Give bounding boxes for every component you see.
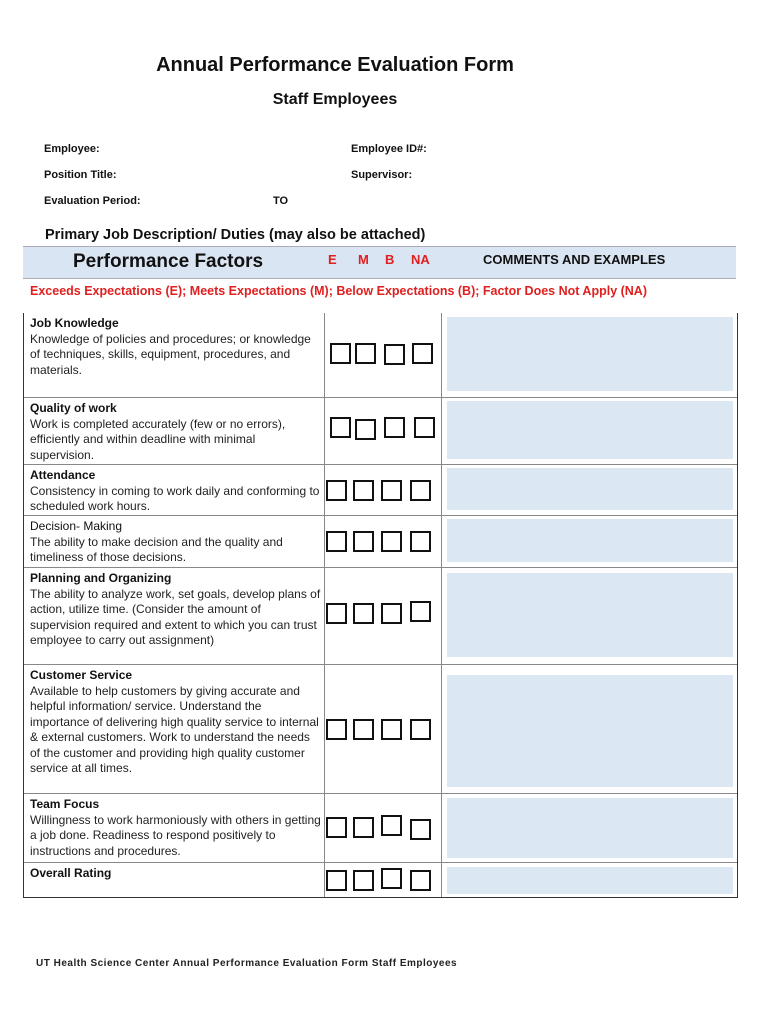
rating-e-checkbox[interactable] xyxy=(330,343,351,364)
rating-b-checkbox[interactable] xyxy=(381,480,402,501)
rating-m-checkbox[interactable] xyxy=(353,719,374,740)
form-subtitle: Staff Employees xyxy=(272,91,398,108)
table-row xyxy=(24,465,737,516)
factor-description: Willingness to work harmoniously with others in getting a job done. Readiness to respond positively to instructions and procedures. xyxy=(30,812,321,858)
factor-name: Customer Service xyxy=(30,668,133,682)
factor-description: Available to help customers by giving accurate and helpful information/ service. Understand the importance of delivering high quality service to internal & external customers. Work to understand the needs of the customer and providing high quality customer service at all times. xyxy=(30,683,319,775)
factor-description: The ability to analyze work, set goals, develop plans of action, utilize time. (Consider the amount of supervision required and extent to which you can trust employee to carry out assignment) xyxy=(30,586,321,647)
employee-label: Employee: xyxy=(44,143,100,155)
rating-e-checkbox[interactable] xyxy=(326,719,347,740)
rating-e-checkbox[interactable] xyxy=(326,603,347,624)
table-row xyxy=(24,863,737,898)
rating-b-checkbox[interactable] xyxy=(381,603,402,624)
rating-e-checkbox[interactable] xyxy=(330,417,351,438)
comments-field[interactable] xyxy=(447,798,733,858)
table-row xyxy=(24,665,737,794)
rating-m-checkbox[interactable] xyxy=(353,531,374,552)
table-row xyxy=(24,794,737,863)
comments-field[interactable] xyxy=(447,675,733,787)
factor-description: The ability to make decision and the quality and timeliness of those decisions. xyxy=(30,534,283,564)
rating-m-checkbox[interactable] xyxy=(353,480,374,501)
factor-name: Overall Rating xyxy=(30,866,112,880)
col-m-heading: M xyxy=(358,252,369,267)
rating-na-checkbox[interactable] xyxy=(410,719,431,740)
comments-field[interactable] xyxy=(447,401,733,459)
table-header xyxy=(23,246,736,279)
rating-na-checkbox[interactable] xyxy=(410,819,431,840)
rating-m-checkbox[interactable] xyxy=(353,817,374,838)
performance-factors-heading: Performance Factors xyxy=(73,251,264,272)
rating-e-checkbox[interactable] xyxy=(326,480,347,501)
rating-b-checkbox[interactable] xyxy=(384,344,405,365)
rating-b-checkbox[interactable] xyxy=(381,719,402,740)
comments-field[interactable] xyxy=(447,468,733,510)
rating-b-checkbox[interactable] xyxy=(381,868,402,889)
comments-field[interactable] xyxy=(447,867,733,894)
table-row xyxy=(24,398,737,465)
factor-name: Job Knowledge xyxy=(30,316,119,330)
factor-description: Work is completed accurately (few or no errors), efficiently and within deadline with minimal supervision. xyxy=(30,416,286,462)
col-b-heading: B xyxy=(385,252,395,267)
rating-na-checkbox[interactable] xyxy=(410,480,431,501)
position-title-label: Position Title: xyxy=(44,169,117,181)
factor-name: Quality of work xyxy=(30,401,117,415)
factor-name: Attendance xyxy=(30,468,96,482)
rating-e-checkbox[interactable] xyxy=(326,531,347,552)
rating-na-checkbox[interactable] xyxy=(410,601,431,622)
table-row xyxy=(24,568,737,665)
rating-e-checkbox[interactable] xyxy=(326,817,347,838)
table-row xyxy=(24,516,737,568)
rating-na-checkbox[interactable] xyxy=(410,870,431,891)
comments-field[interactable] xyxy=(447,519,733,562)
evaluation-period-label: Evaluation Period: xyxy=(44,195,141,207)
rating-m-checkbox[interactable] xyxy=(353,870,374,891)
rating-na-checkbox[interactable] xyxy=(414,417,435,438)
factor-name: Team Focus xyxy=(30,797,100,811)
rating-na-checkbox[interactable] xyxy=(410,531,431,552)
rating-m-checkbox[interactable] xyxy=(353,603,374,624)
table-row xyxy=(24,313,737,398)
factor-description: Knowledge of policies and procedures; or knowledge of techniques, skills, equipment, procedures, and materials. xyxy=(30,331,311,377)
rating-m-checkbox[interactable] xyxy=(355,419,376,440)
rating-m-checkbox[interactable] xyxy=(355,343,376,364)
factor-name: Decision- Making xyxy=(30,519,123,533)
comments-field[interactable] xyxy=(447,573,733,657)
col-e-heading: E xyxy=(328,252,337,267)
col-na-heading: NA xyxy=(411,252,430,267)
rating-b-checkbox[interactable] xyxy=(384,417,405,438)
page-footer: UT Health Science Center Annual Performance Evaluation Form Staff Employees xyxy=(36,958,458,969)
rating-legend: Exceeds Expectations (E); Meets Expectations (M); Below Expectations (B); Factor Does Not Apply (NA) xyxy=(30,284,647,298)
comments-field[interactable] xyxy=(447,317,733,391)
rating-b-checkbox[interactable] xyxy=(381,531,402,552)
employee-id-label: Employee ID#: xyxy=(351,143,427,155)
rating-b-checkbox[interactable] xyxy=(381,815,402,836)
rating-e-checkbox[interactable] xyxy=(326,870,347,891)
rating-na-checkbox[interactable] xyxy=(412,343,433,364)
comments-heading: COMMENTS AND EXAMPLES xyxy=(483,252,666,267)
factors-table xyxy=(23,313,738,898)
factor-name: Planning and Organizing xyxy=(30,571,172,585)
factor-description: Consistency in coming to work daily and conforming to scheduled work hours. xyxy=(30,483,320,513)
period-to-label: TO xyxy=(273,195,289,207)
supervisor-label: Supervisor: xyxy=(351,169,413,181)
job-description-heading: Primary Job Description/ Duties (may also be attached) xyxy=(45,227,426,243)
form-title: Annual Performance Evaluation Form xyxy=(156,54,514,76)
